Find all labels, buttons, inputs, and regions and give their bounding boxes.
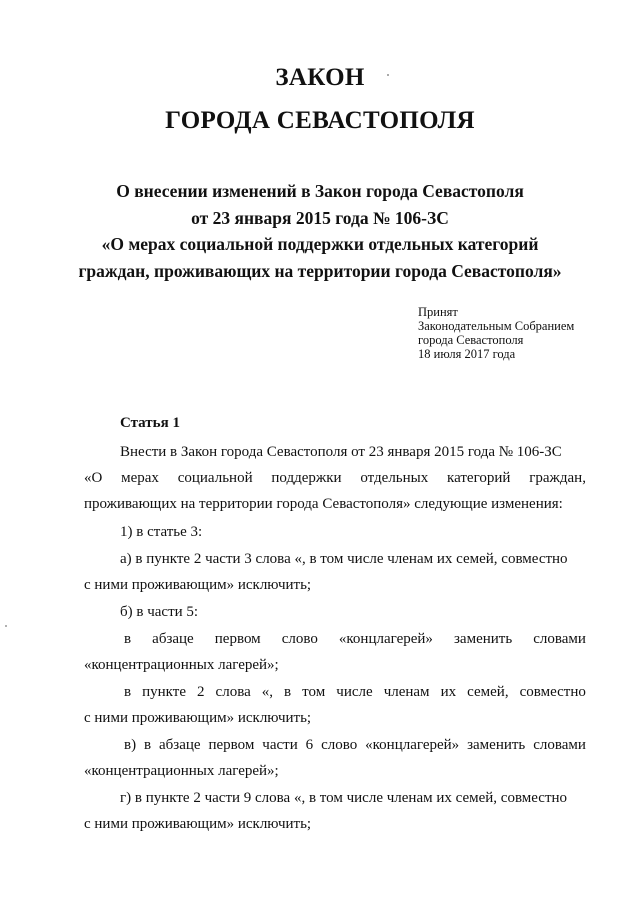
adoption-line: Законодательным Собранием (418, 319, 575, 333)
word: слово (321, 737, 358, 753)
word: слово (281, 631, 318, 647)
law-title: ЗАКОН (275, 64, 365, 91)
scan-speck (5, 625, 7, 627)
list-item: 1) в статье 3: (120, 524, 203, 540)
word: слова (215, 684, 251, 700)
adoption-date: 18 июля 2017 года (418, 347, 516, 361)
paragraph-line-justified (124, 737, 586, 754)
word: их (440, 684, 457, 700)
law-city-title: ГОРОДА СЕВАСТОПОЛЯ (165, 107, 475, 134)
paragraph-line: проживающих на территории города Севастополя» следующие изменения: (84, 496, 563, 512)
word: 6 (305, 737, 314, 753)
subtitle-line: граждан, проживающих на территории города Севастополя» (78, 260, 562, 281)
word: первом (208, 737, 255, 753)
word: «концлагерей» (365, 737, 460, 753)
paragraph-line-justified (84, 470, 586, 487)
word: «, (261, 684, 274, 700)
word: заменить (467, 737, 526, 753)
list-item: г) в пункте 2 части 9 слова «, в том числе членам их семей, совместно (120, 790, 568, 806)
subtitle-line: от 23 января 2015 года № 106-ЗС (191, 207, 449, 228)
word: членам (383, 684, 430, 700)
word: категорий (447, 470, 511, 486)
word: в) (124, 737, 137, 753)
word: абзаце (152, 631, 194, 647)
word: в (124, 684, 132, 700)
subtitle-line: «О мерах социальной поддержки отдельных категорий (101, 234, 539, 254)
word: граждан, (529, 470, 586, 486)
adoption-note (418, 305, 574, 361)
list-item-cont: с ними проживающим» исключить; (84, 577, 312, 593)
word: отдельных (360, 470, 429, 486)
word: совместно (519, 684, 586, 700)
paragraph-line: Внести в Закон города Севастополя от 23 января 2015 года № 106-ЗС (120, 444, 562, 460)
adoption-line: Принят (418, 305, 458, 319)
adoption-line: города Севастополя (418, 333, 524, 347)
paragraph-line-justified (124, 631, 586, 648)
word: том (302, 684, 326, 700)
word: первом (214, 631, 261, 647)
word: 2 (197, 684, 205, 700)
word: словами (533, 737, 586, 753)
law-subtitle (60, 178, 580, 284)
paragraph-line-justified (124, 684, 586, 701)
word: пункте (142, 684, 186, 700)
word: семей, (467, 684, 509, 700)
word: «концлагерей» (338, 631, 433, 647)
list-item-cont: с ними проживающим» исключить; (84, 816, 312, 832)
word: мерах (121, 470, 159, 486)
word: поддержки (271, 470, 342, 486)
article-heading: Статья 1 (120, 415, 180, 431)
list-item: б) в части 5: (120, 604, 199, 620)
word: словами (533, 631, 586, 647)
word: заменить (454, 631, 513, 647)
word: в (144, 737, 152, 753)
list-item: а) в пункте 2 части 3 слова «, в том числе членам их семей, совместно (120, 551, 568, 567)
word: в (284, 684, 292, 700)
word: части (262, 737, 298, 753)
word: «О (84, 470, 103, 486)
paragraph-line: с ними проживающим» исключить; (84, 710, 312, 726)
scan-speck (387, 74, 389, 76)
word: социальной (177, 470, 253, 486)
word: в (124, 631, 132, 647)
word: числе (336, 684, 373, 700)
word: абзаце (159, 737, 201, 753)
subtitle-line: О внесении изменений в Закон города Севастополя (116, 181, 524, 201)
paragraph-line: «концентрационных лагерей»; (84, 657, 279, 673)
paragraph-line: «концентрационных лагерей»; (84, 763, 279, 779)
